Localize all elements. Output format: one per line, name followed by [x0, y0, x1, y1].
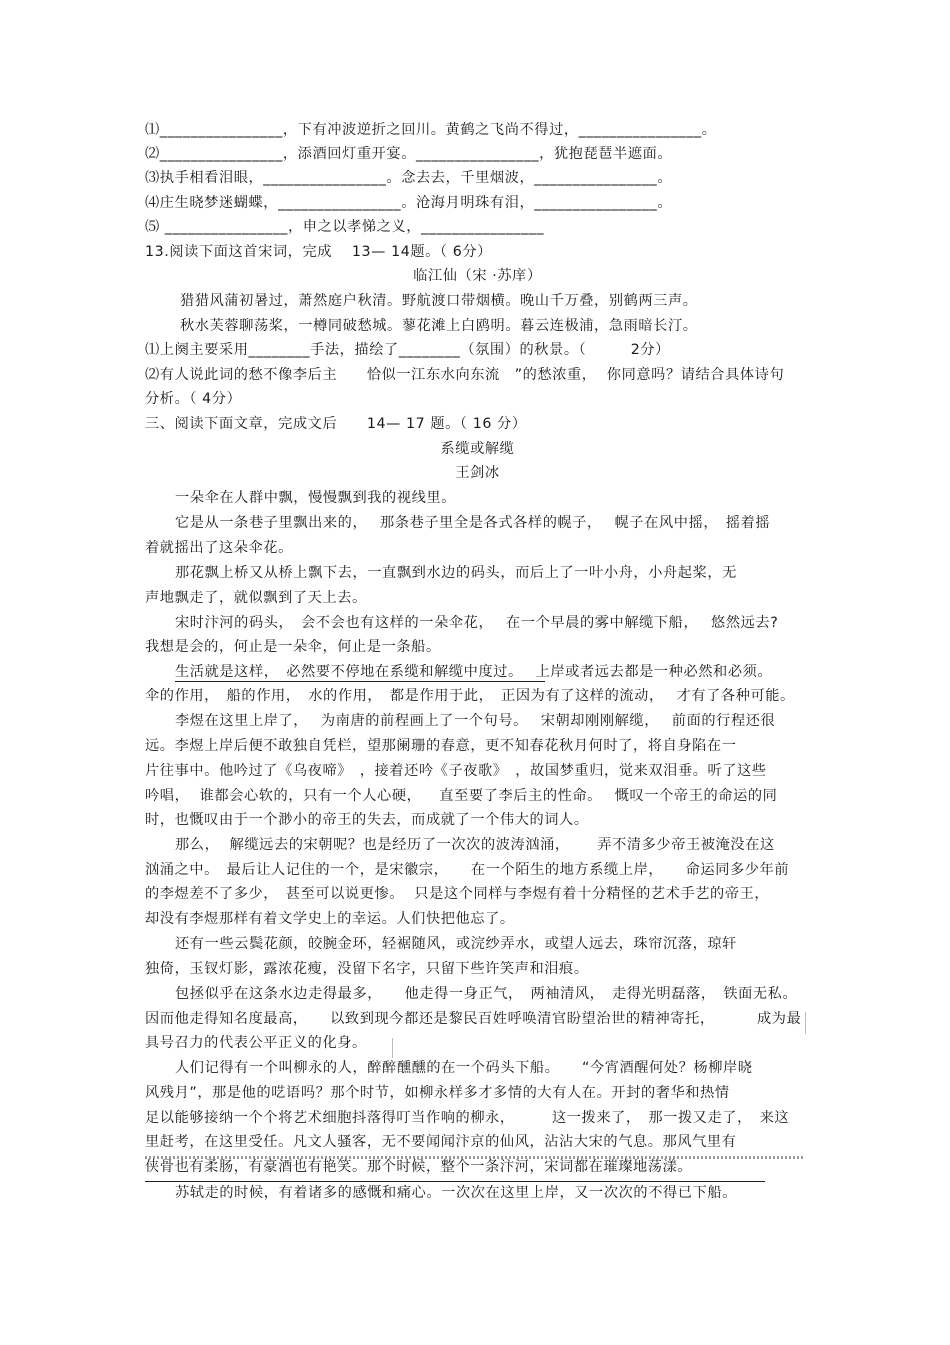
article-line: 那么， 解缆远去的宋朝呢？也是经历了一次次的波涛汹涌， 弄不清多少帝王被淹没在这: [175, 837, 775, 853]
article-line: 具号召力的代表公平正义的化身。: [145, 1035, 367, 1051]
article-line: 那花飘上桥又从桥上飘下去，一直飘到水边的码头，而后上了一叶小舟，小舟起桨，无: [175, 565, 737, 581]
article-line: 苏轼走的时候，有着诸多的感慨和痛心。一次次在这里上岸，又一次次的不得已下船。: [175, 1185, 737, 1201]
article-line: 还有一些云鬓花颜，皎腕金环，轻裾随风，或浣纱弄水，或望人远去，珠帘沉落，琼轩: [175, 936, 737, 952]
article-title: 系缆或解缆: [440, 441, 515, 457]
article-line: 远。李煜上岸后便不敢独自凭栏，望那阑珊的春意，更不知春花秋月何时了，将自身陷在一: [145, 738, 737, 754]
article-line: 包拯似乎在这条水边走得最多， 他走得一身正气， 两袖清风， 走得光明磊落， 铁面无私。: [175, 986, 798, 1002]
article-line: 足以能够接纳一个个将艺术细胞抖落得叮当作响的柳永， 这一拨来了， 那一拨又走了， 来这: [145, 1110, 790, 1126]
article-line: 里赶考，在这里受任。凡文人骚客，无不要闻闻汴京的仙风，沾沾大宋的气息。那风气里有: [145, 1134, 737, 1150]
article-line: 伞的作用， 船的作用， 水的作用， 都是作用于此， 正因为有了这样的流动， 才有了各种可能。: [145, 688, 795, 704]
fill-in-line-5: ⑸ ________________，申之以孝悌之义，________________: [145, 219, 545, 235]
q13-sub2-line2: 分析。（ 4分）: [145, 391, 242, 407]
poem-line-1: 猎猎风蒲初暑过，萧然庭户秋清。野航渡口带烟横。晚山千万叠，别鹤两三声。: [180, 293, 698, 309]
article-line: 一朵伞在人群中飘，慢慢飘到我的视线里。: [175, 490, 456, 506]
fill-in-line-4: ⑷庄生晓梦迷蝴蝶，________________。沧海月明珠有泪，________________。: [145, 195, 673, 211]
article-line: 李煜在这里上岸了， 为南唐的前程画上了一个句号。 宋朝却刚刚解缆， 前面的行程还很: [175, 713, 776, 729]
article-line: 风残月”，那是他的呓语吗？那个时节，如柳永样多才多情的大有人在。开封的奢华和热情: [145, 1085, 730, 1101]
article-line: 独倚，玉钗灯影，露浓花瘦，没留下名字，只留下些许笑声和泪痕。: [145, 961, 589, 977]
fill-in-line-2: ⑵________________，添酒回灯重开宴。________________，犹抱琵琶半遮面。: [145, 146, 673, 162]
article-line: 我想是会的，何止是一朵伞，何止是一条船。: [145, 639, 441, 655]
article-line: 汹涌之中。 最后让人记住的一个，是宋徽宗， 在一个陌生的地方系缆上岸， 命运同多少年前: [145, 862, 790, 878]
q13-sub1: ⑴上阕主要采用________手法，描绘了________（氛围）的秋景。（ 2分）: [145, 342, 670, 358]
q13-heading: 13.阅读下面这首宋词，完成 13— 14题。（ 6分）: [145, 244, 492, 260]
scan-mark: [392, 1038, 393, 1058]
article-line: 生活就是这样， 必然要不停地在系缆和解缆中度过。 上岸或者远去都是一种必然和必须。: [175, 664, 773, 680]
article-author: 王剑冰: [455, 465, 500, 481]
poem-line-2: 秋水芙蓉聊荡桨，一樽同破愁城。蓼花滩上白鸥明。暮云连极浦，急雨暗长汀。: [180, 318, 698, 334]
article-line: 声地飘走了，就似飘到了天上去。: [145, 590, 367, 606]
article-line: 吟唱， 谁都会心软的，只有一个人心硬， 直至要了李后主的性命。 慨叹一个帝王的命运的同: [145, 788, 778, 804]
article-line: 着就摇出了这朵伞花。: [145, 540, 293, 556]
scan-mark: [805, 1012, 806, 1034]
article-line: 却没有李煜那样有着文学史上的幸运。人们快把他忘了。: [145, 911, 515, 927]
article-line: 的李煜差不了多少， 甚至可以说更惨。 只是这个同样与李煜有着十分精怪的艺术手艺的帝王，: [145, 886, 770, 902]
article-line: 时，也慨叹由于一个渺小的帝王的失去，而成就了一个伟大的词人。: [145, 812, 589, 828]
article-line: 它是从一条巷子里飘出来的， 那条巷子里全是各式各样的幌子， 幌子在风中摇， 摇着摇: [175, 515, 771, 531]
wavy-underline-1: [145, 1156, 805, 1159]
section3-heading: 三、阅读下面文章，完成文后 14— 17 题。（ 16 分）: [145, 416, 527, 432]
article-line: 侠骨也有柔肠，有豪酒也有艳笑。那个时候，整个一条汴河，宋词都在璀璨地荡漾。: [145, 1159, 693, 1175]
poem-title: 临江仙（宋 ·苏庠）: [413, 268, 542, 284]
paragraph-underline-2: [145, 1181, 765, 1182]
fill-in-line-3: ⑶执手相看泪眼，________________。念去去，千里烟波，________________。: [145, 170, 673, 186]
fill-in-line-1: ⑴________________，下有冲波逆折之回川。黄鹤之飞尚不得过，________________。: [145, 122, 717, 138]
q13-sub2-line1: ⑵有人说此词的愁不像李后主 恰似一江东水向东流 ”的愁浓重， 你同意吗？请结合具体诗句: [145, 367, 785, 383]
article-line: 片往事中。他吟过了《乌夜啼》 ，接着还吟《子夜歌》 ，故国梦重归，觉来双泪垂。听了这些: [145, 763, 767, 779]
article-line: 因而他走得知名度最高， 以致到现今都还是黎民百姓呼唤清官盼望治世的精神寄托， 成为最: [145, 1011, 802, 1027]
article-line: 宋时汴河的码头， 会不会也有这样的一朵伞花， 在一个早晨的雾中解缆下船， 悠然远去?: [175, 615, 779, 631]
sentence-underline: [175, 681, 545, 682]
article-line: 人们记得有一个叫柳永的人，醉醉醺醺的在一个码头下船。 “今宵酒醒何处？杨柳岸晓: [175, 1060, 753, 1076]
